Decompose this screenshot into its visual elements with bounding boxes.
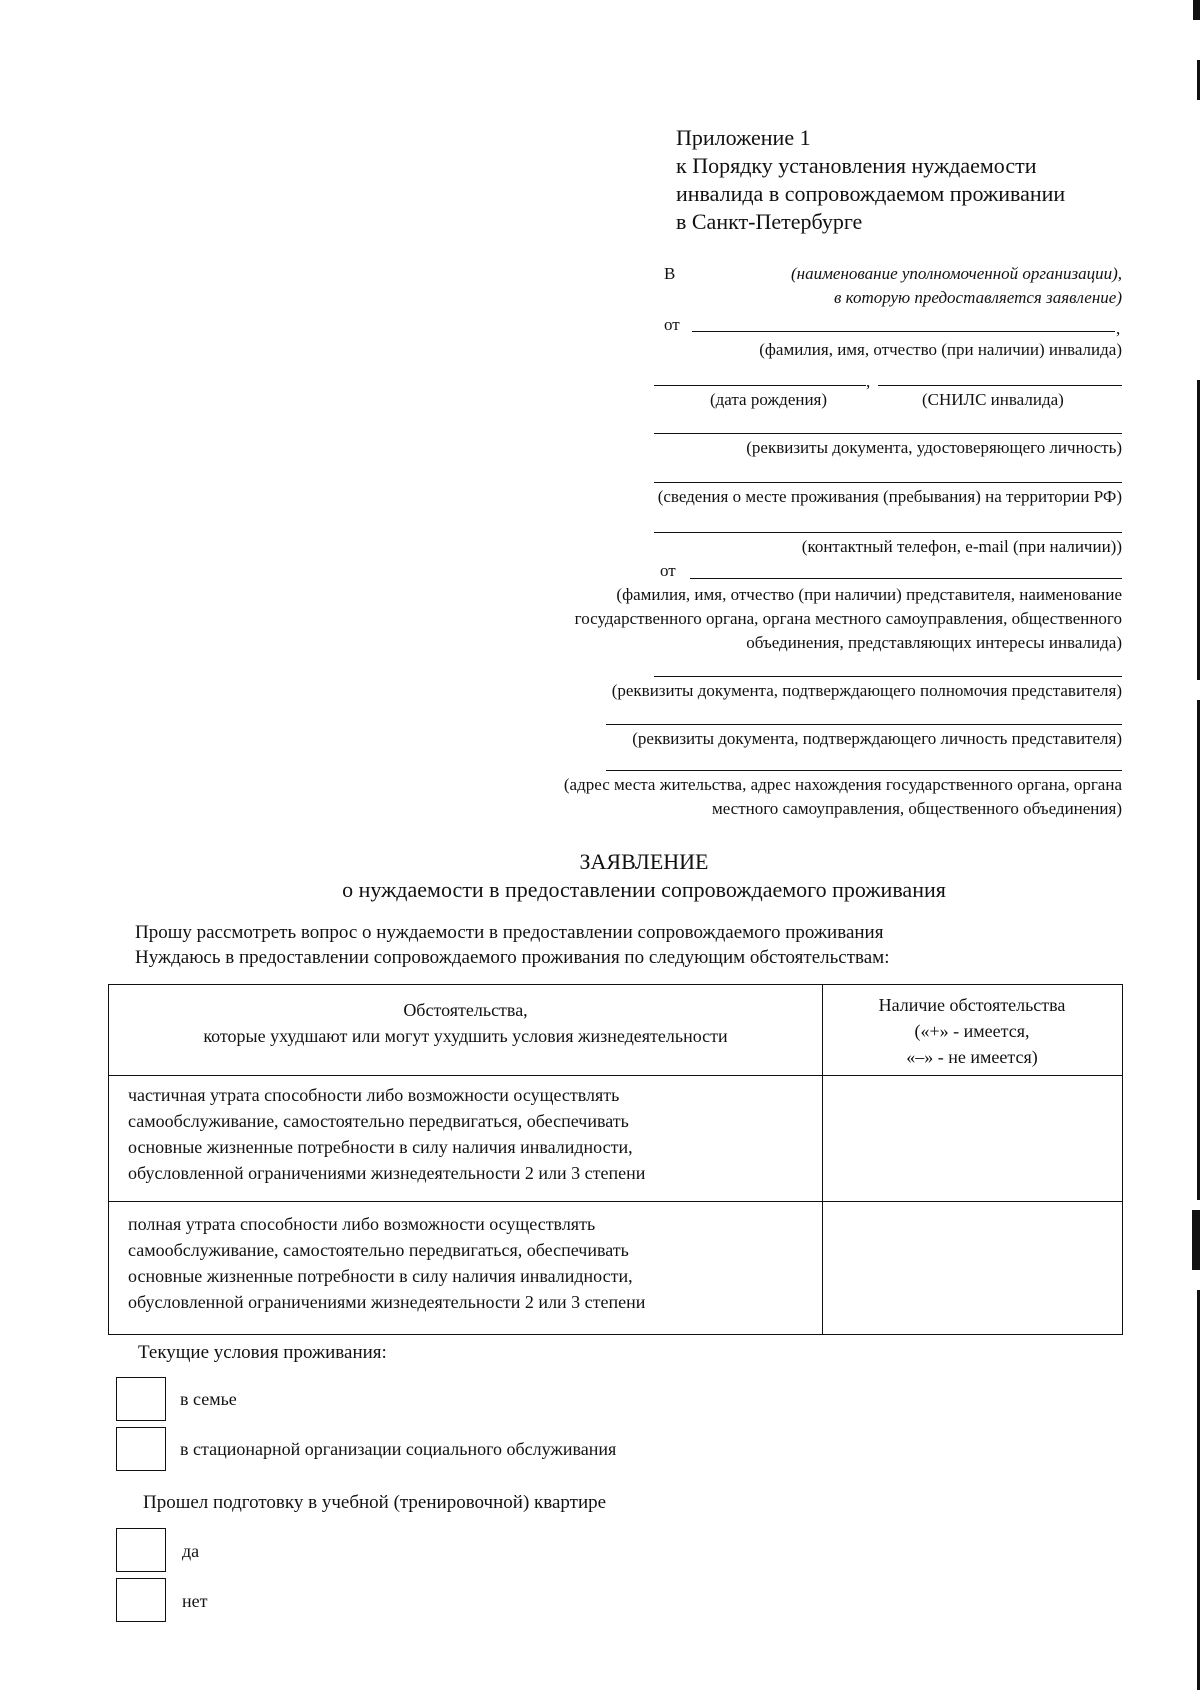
header-presence-1: Наличие обстоятельства — [878, 995, 1066, 1015]
contact-hint: (контактный телефон, e-mail (при наличии)) — [801, 537, 1122, 556]
representative-hint-2: государственного органа, органа местного самоуправления, общественного — [574, 609, 1122, 628]
living-institution-label: в стационарной организации социального обслуживания — [180, 1439, 617, 1459]
authority-doc-hint: (реквизиты документа, подтверждающего полномочия представителя) — [611, 681, 1122, 700]
applicant-from-label: от — [664, 315, 680, 334]
birthdate-comma: , — [866, 372, 871, 391]
applicant-contact-field[interactable] — [654, 532, 1122, 533]
applicant-fio-hint: (фамилия, имя, отчество (при наличии) инвалида) — [759, 340, 1122, 359]
row2-text-3: основные жизненные потребности в силу наличия инвалидности, — [128, 1266, 633, 1286]
applicant-fio-field[interactable] — [692, 331, 1115, 332]
addressee-org-hint-1: (наименование уполномоченной организации), — [790, 264, 1122, 283]
living-family-checkbox[interactable] — [116, 1377, 166, 1421]
addressee-prefix: В — [664, 264, 676, 283]
need-text: Нуждаюсь в предоставлении сопровождаемого проживания по следующим обстоятельствам: — [135, 947, 890, 968]
row1-text-1: частичная утрата способности либо возможности осуществлять — [128, 1085, 620, 1105]
header-circumstances-2: которые ухудшают или могут ухудшить условия жизнедеятельности — [203, 1026, 728, 1046]
snils-hint: (СНИЛС инвалида) — [922, 390, 1064, 409]
document-title: ЗАЯВЛЕНИЕ — [579, 849, 709, 874]
header-presence-2: («+» - имеется, — [914, 1021, 1030, 1041]
appendix-subject: инвалида в сопровождаемом проживании — [676, 181, 1066, 206]
applicant-birthdate-field[interactable] — [654, 385, 866, 386]
address-hint-2: местного самоуправления, общественного объединения) — [711, 799, 1122, 818]
representative-hint-3: объединения, представляющих интересы инвалида) — [746, 633, 1122, 652]
row1-text-3: основные жизненные потребности в силу наличия инвалидности, — [128, 1137, 633, 1157]
address-hint-1: (адрес места жительства, адрес нахождения государственного органа, органа — [563, 775, 1122, 794]
birthdate-hint: (дата рождения) — [710, 390, 828, 409]
request-text: Прошу рассмотреть вопрос о нуждаемости в предоставлении сопровождаемого проживания — [135, 922, 884, 943]
row1-text-4: обусловленной ограничениями жизнедеятельности 2 или 3 степени — [128, 1163, 646, 1183]
applicant-id-doc-field[interactable] — [654, 433, 1122, 434]
row2-text-2: самообслуживание, самостоятельно передвигаться, обеспечивать — [128, 1240, 629, 1260]
living-institution-checkbox[interactable] — [116, 1427, 166, 1471]
table-header-divider — [109, 1075, 1122, 1076]
training-no-checkbox[interactable] — [116, 1578, 166, 1622]
representative-fio-field[interactable] — [690, 578, 1122, 579]
applicant-fio-comma: , — [1116, 319, 1121, 338]
applicant-residence-field[interactable] — [654, 482, 1122, 483]
row1-text-2: самообслуживание, самостоятельно передвигаться, обеспечивать — [128, 1111, 629, 1131]
row2-text-1: полная утрата способности либо возможности осуществлять — [128, 1214, 596, 1234]
identity-doc-hint: (реквизиты документа, подтверждающего личность представителя) — [632, 729, 1122, 748]
training-label: Прошел подготовку в учебной (тренировочной) квартире — [143, 1492, 607, 1513]
row2-text-4: обусловленной ограничениями жизнедеятельности 2 или 3 степени — [128, 1292, 646, 1312]
appendix-city: в Санкт-Петербурге — [676, 209, 863, 234]
representative-address-field[interactable] — [606, 770, 1122, 771]
appendix-order: к Порядку установления нуждаемости — [676, 153, 1037, 178]
header-circumstances-1: Обстоятельства, — [403, 1000, 528, 1020]
representative-from-label: от — [660, 561, 676, 580]
applicant-snils-field[interactable] — [878, 385, 1122, 386]
addressee-org-hint-2: в которую предоставляется заявление) — [834, 288, 1122, 307]
representative-authority-field[interactable] — [654, 676, 1122, 677]
representative-hint-1: (фамилия, имя, отчество (при наличии) представителя, наименование — [616, 585, 1122, 604]
id-doc-hint: (реквизиты документа, удостоверяющего личность) — [746, 438, 1122, 457]
header-presence-3: «–» - не имеется) — [906, 1047, 1038, 1067]
living-conditions-label: Текущие условия проживания: — [138, 1342, 387, 1363]
residence-hint: (сведения о месте проживания (пребывания) на территории РФ) — [657, 487, 1122, 506]
training-no-label: нет — [182, 1591, 208, 1611]
training-yes-label: да — [182, 1541, 200, 1561]
appendix-number: Приложение 1 — [676, 125, 811, 150]
table-row-divider — [109, 1201, 1122, 1202]
training-yes-checkbox[interactable] — [116, 1528, 166, 1572]
document-subtitle: о нуждаемости в предоставлении сопровождаемого проживания — [342, 877, 946, 902]
living-family-label: в семье — [180, 1389, 237, 1409]
circumstances-table — [108, 984, 1123, 1335]
representative-identity-field[interactable] — [606, 724, 1122, 725]
